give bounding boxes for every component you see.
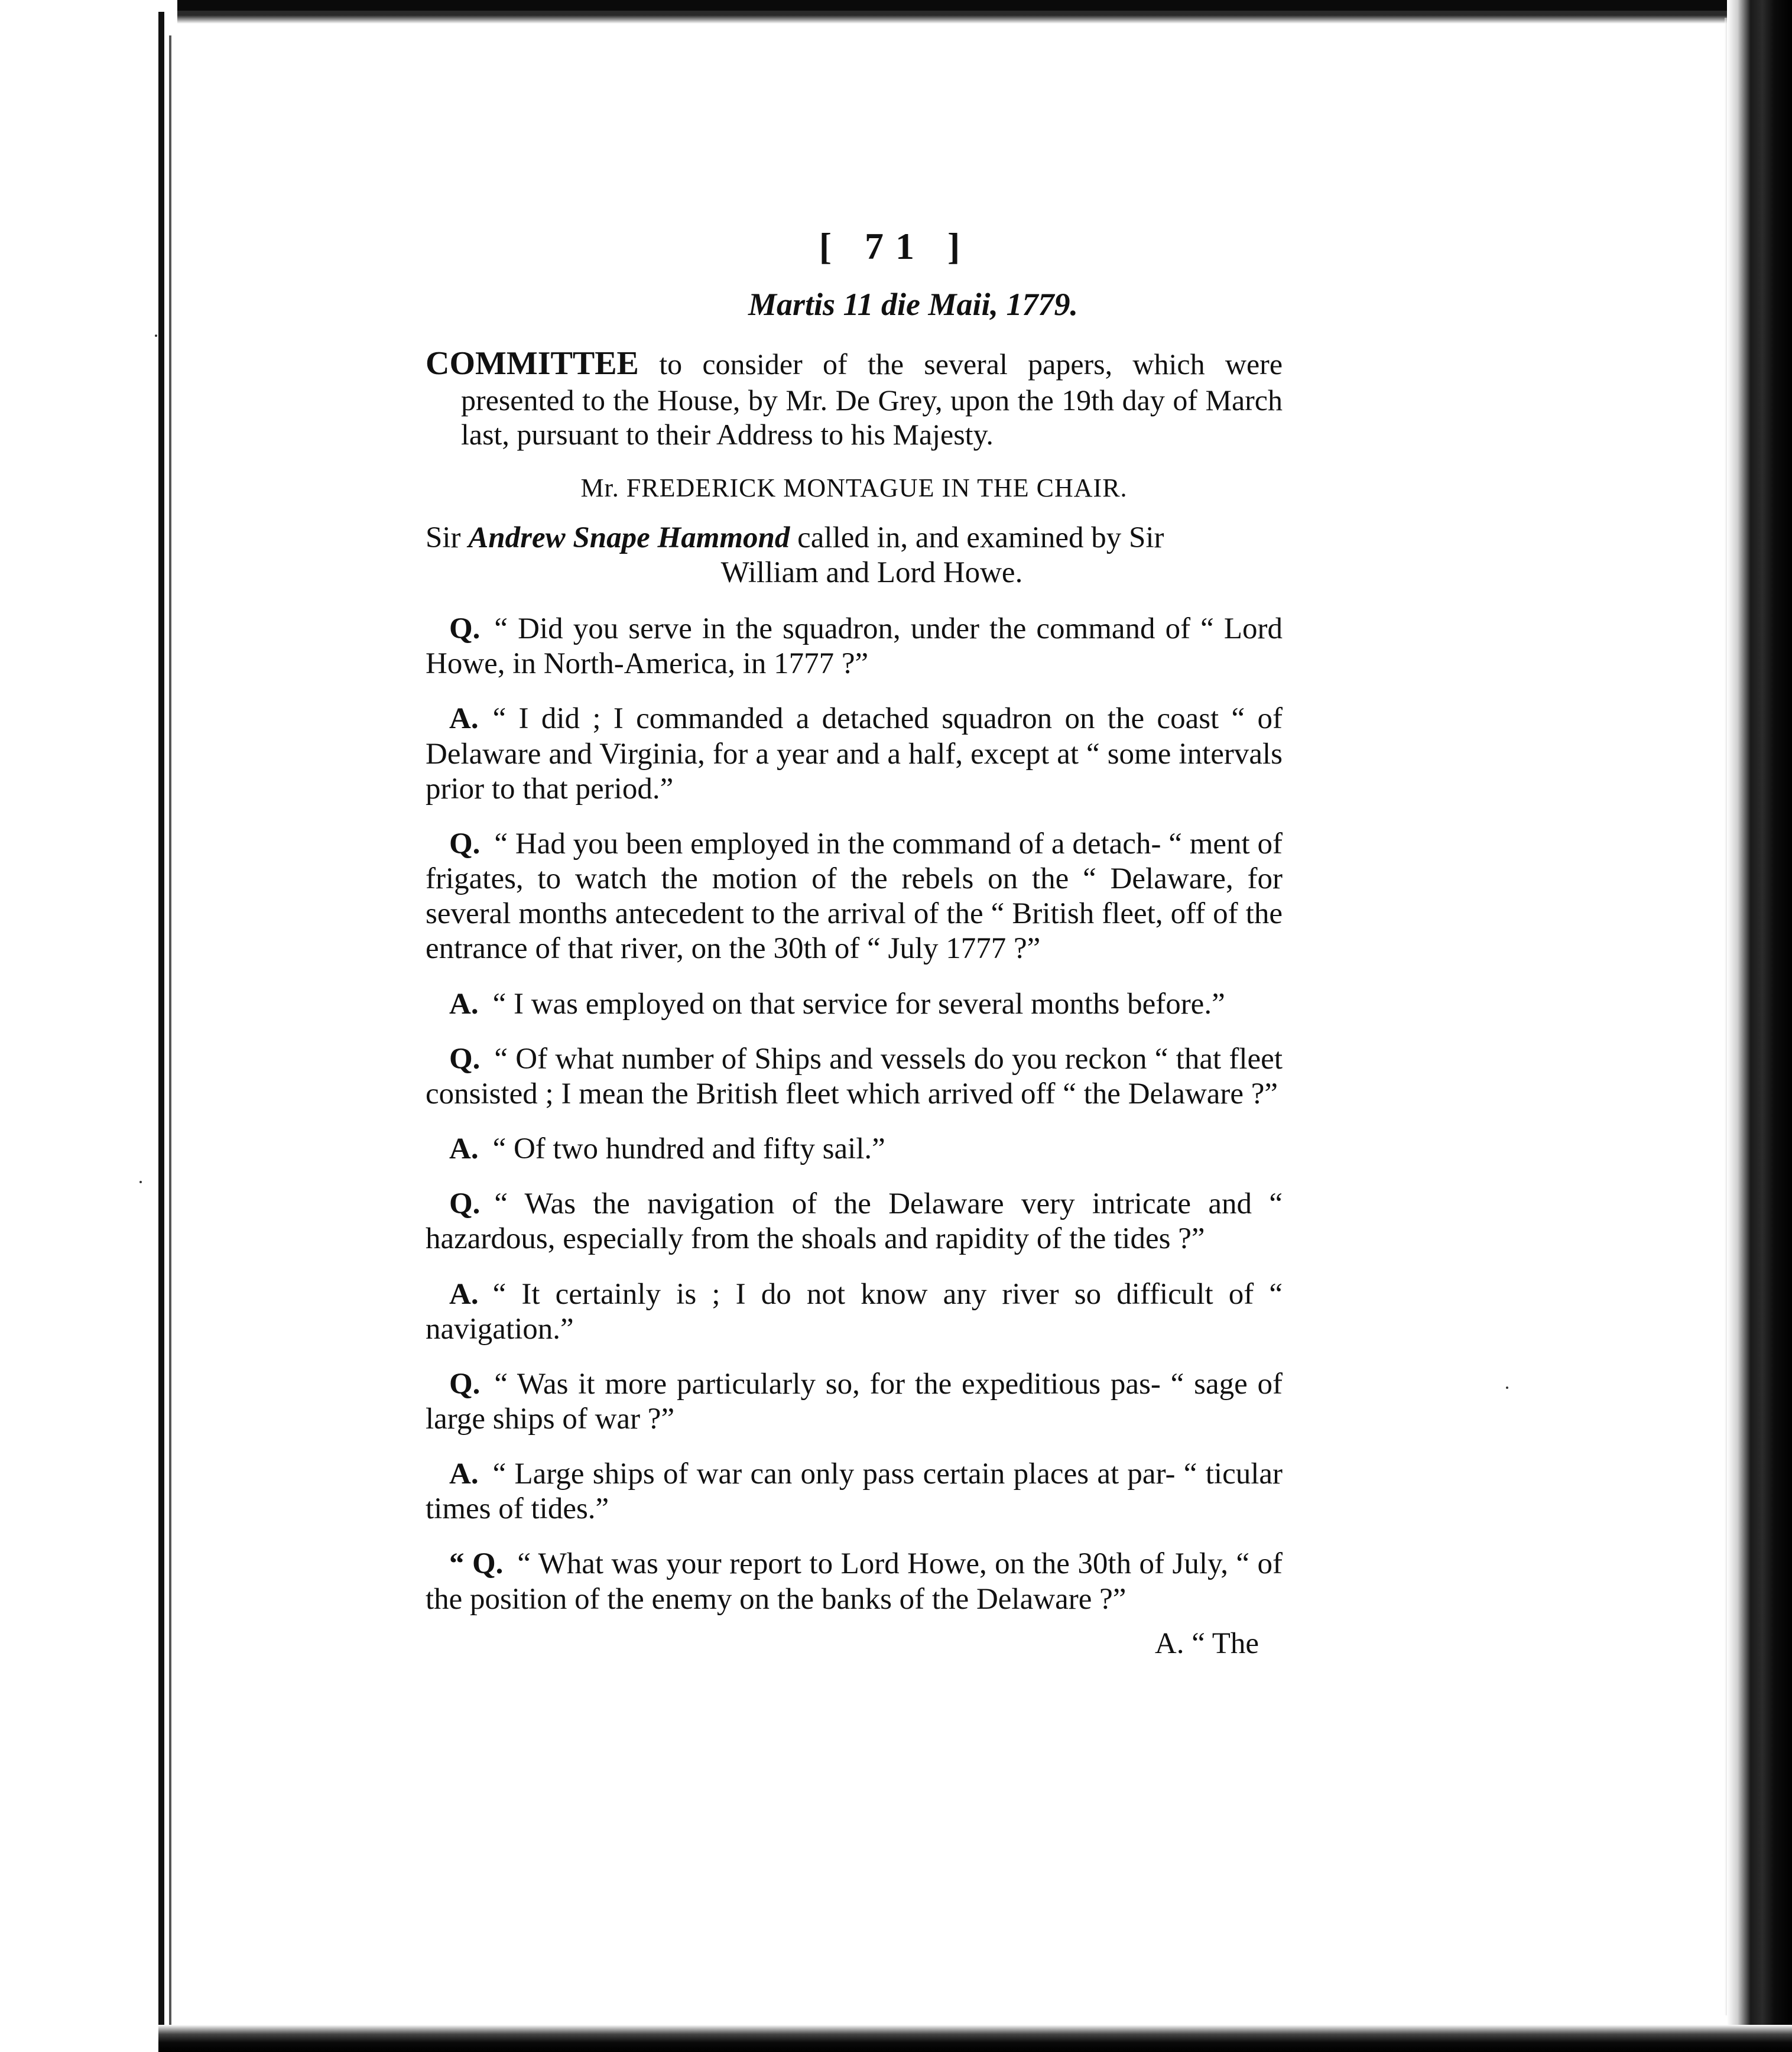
witness-name: Andrew Snape Hammond — [468, 521, 790, 554]
qa-text: “ I was employed on that service for several months before.” — [492, 987, 1225, 1021]
binding-edge-shadow — [169, 35, 171, 2033]
qa-lead: Q. — [449, 1367, 481, 1401]
scan-speck — [155, 335, 157, 337]
committee-heading — [426, 345, 1283, 452]
qa-entry — [426, 702, 1283, 806]
date-line: Martis 11 die Maii, 1779. — [748, 287, 1079, 323]
binding-edge-line — [158, 12, 164, 2045]
qa-lead: A. — [449, 1277, 479, 1311]
qa-lead: Q. — [449, 827, 481, 861]
qa-lead: Q. — [449, 1187, 481, 1221]
scan-bottom-border — [158, 2025, 1792, 2052]
catchword: A. “ The — [1154, 1626, 1259, 1660]
qa-text: “ It certainly is ; I do not know any river so difficult of “ navigation.” — [426, 1277, 1283, 1346]
qa-text: “ Did you serve in the squadron, under the command of “ Lord Howe, in North-America, in 1777 ?” — [426, 612, 1283, 681]
qa-lead: A. — [449, 702, 479, 736]
qa-entry — [426, 1042, 1283, 1112]
qa-entry — [426, 1367, 1283, 1437]
scan-speck — [1506, 1387, 1508, 1389]
qa-lead: Q. — [449, 1042, 481, 1076]
qa-lead: Q. — [449, 612, 481, 646]
qa-lead: A. — [449, 1457, 479, 1491]
qa-text: “ Had you been employed in the command of a detach- “ ment of frigates, to watch the motion of the rebels on the “ Delaware, for several months antecedent to the arrival of the “ British fleet, off of the entrance of that river, on the 30th of “ July 1777 ?” — [426, 827, 1283, 966]
qa-text: “ Large ships of war can only pass certain places at par- “ ticular times of tides.” — [426, 1457, 1283, 1526]
qa-entry — [426, 987, 1283, 1022]
committee-heading-text: to consider of the several papers, which were presented to the House, by Mr. De Grey, upon the 19th day of March last, pursuant to their Address to his Majesty. — [461, 347, 1283, 451]
qa-text: “ Of what number of Ships and vessels do you reckon “ that fleet consisted ; I mean the British fleet which arrived off “ the Delaware ?” — [426, 1042, 1283, 1111]
qa-text: “ I did ; I commanded a detached squadron on the coast “ of Delaware and Virginia, for a year and a half, except at “ some intervals prior to that period.” — [426, 702, 1283, 806]
scan-top-border — [0, 0, 1792, 24]
committee-heading-first-word: COMMITTEE — [426, 345, 639, 382]
binding-margin — [0, 0, 177, 2052]
qa-lead: A. — [449, 987, 479, 1021]
examined-suffix: called in, and examined by Sir — [797, 521, 1164, 554]
qa-lead: “ Q. — [449, 1547, 504, 1581]
examined-prefix: Sir — [426, 521, 461, 554]
qa-text: “ What was your report to Lord Howe, on the 30th of July, “ of the position of the enemy on the banks of the Delaware ?” — [426, 1547, 1283, 1616]
qa-entry — [426, 1457, 1283, 1527]
chair-line: Mr. FREDERICK MONTAGUE IN THE CHAIR. — [580, 473, 1128, 502]
qa-text: “ Was it more particularly so, for the expeditious pas- “ sage of large ships of war ?” — [426, 1367, 1283, 1436]
examined-second-line: William and Lord Howe. — [720, 556, 1023, 589]
page-edge-right — [1727, 0, 1792, 2052]
qa-entry — [426, 1132, 1283, 1167]
qa-entry — [426, 612, 1283, 681]
page-number: [ 71 ] — [819, 225, 972, 267]
examined-line — [426, 521, 1283, 590]
qa-text: “ Of two hundred and fifty sail.” — [492, 1132, 885, 1166]
qa-lead: A. — [449, 1132, 479, 1166]
qa-entry — [426, 1187, 1283, 1256]
document-page — [426, 225, 1283, 1661]
scan-speck — [139, 1181, 142, 1183]
qa-text: “ Was the navigation of the Delaware very intricate and “ hazardous, especially from the shoals and rapidity of the tides ?” — [426, 1187, 1283, 1256]
qa-entry — [426, 827, 1283, 967]
qa-entry — [426, 1277, 1283, 1347]
qa-entry — [426, 1547, 1283, 1616]
qa-list — [426, 612, 1283, 1617]
